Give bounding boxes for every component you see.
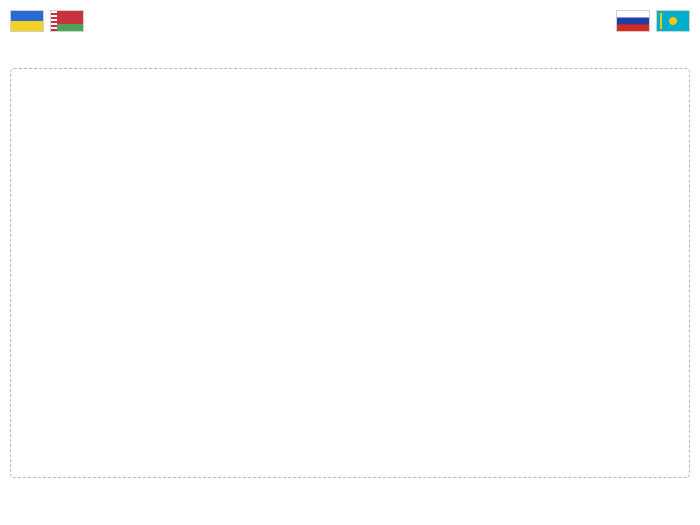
content-area (10, 68, 690, 478)
russia-flag-icon (616, 10, 650, 32)
flags-right (616, 10, 690, 32)
flags-left (10, 10, 84, 32)
page-header (10, 8, 690, 48)
ukraine-flag-icon (10, 10, 44, 32)
kazakhstan-flag-icon (656, 10, 690, 32)
belarus-flag-icon (50, 10, 84, 32)
